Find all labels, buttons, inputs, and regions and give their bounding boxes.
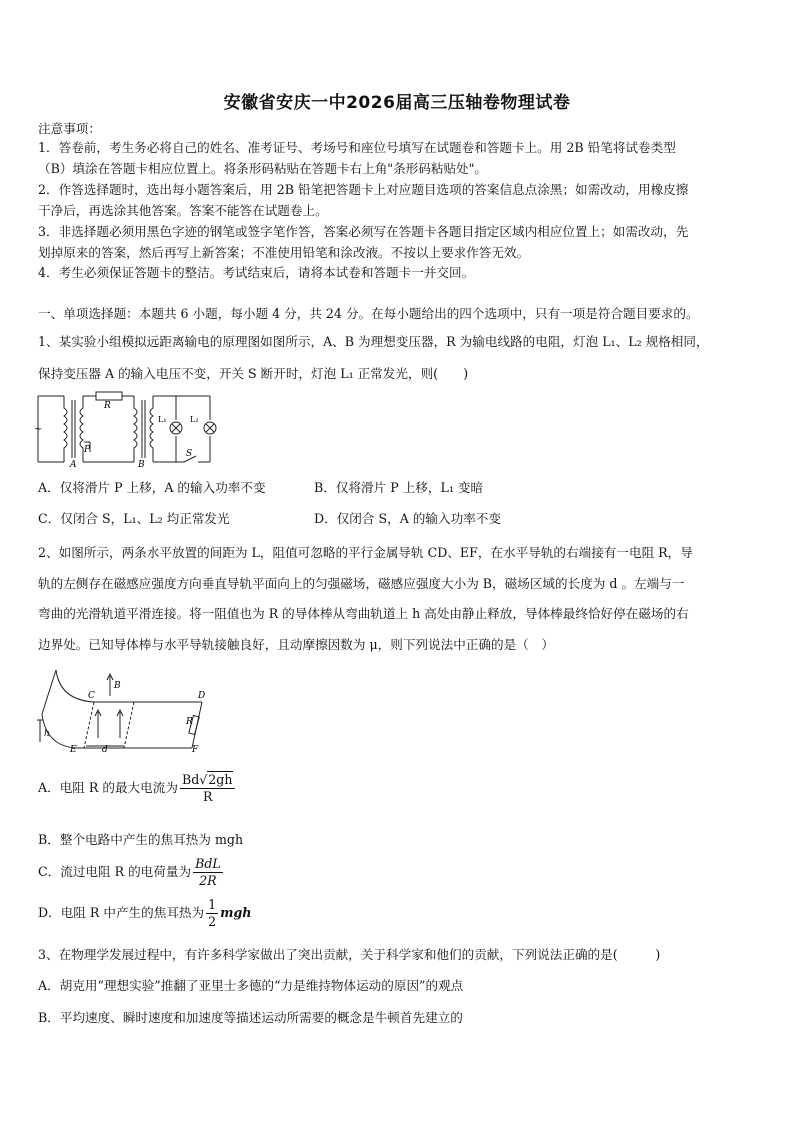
q2-option-a	[38, 772, 237, 805]
fig1-label-R: R	[104, 401, 111, 411]
note-line: 干净后，再选涂其他答案。答案不能答在试题卷上。	[38, 203, 328, 218]
q1-stem-line2: 保持变压器 A 的输入电压不变，开关 S 断开时，灯泡 L₁ 正常发光，则( )	[38, 366, 469, 381]
fig1-ac-symbol: ~	[34, 424, 43, 435]
q2-option-d-num: 1	[208, 897, 217, 912]
q2-stem-line2: 轨的左侧存在磁感应强度方向垂直导轨平面向上的匀强磁场，磁感应强度大小为 B，磁场区域的长度为 d 。左端与一	[38, 576, 685, 591]
fig2-label-D: D	[198, 691, 206, 701]
note-line: 2．作答选择题时，选出每小题答案后，用 2B 铅笔把答题卡上对应题目选项的答案信息点涂黑；如需改动，用橡皮擦	[38, 182, 689, 197]
q2-stem-line4: 边界处。已知导体棒与水平导轨接触良好，且动摩擦因数为 μ，则下列说法中正确的是（ ）	[38, 637, 554, 652]
notes-heading: 注意事项：	[38, 121, 101, 136]
fig2-label-C: C	[88, 691, 95, 701]
fig2-label-F: F	[192, 745, 199, 755]
q1-option-d: D．仅闭合 S，A 的输入功率不变	[314, 511, 501, 526]
q2-option-c-num: BdL	[195, 856, 221, 871]
fig2-label-d: d	[102, 745, 108, 755]
q2-option-d-text: D．电阻 R 中产生的焦耳热为	[38, 905, 205, 920]
q2-stem-line1: 2、如图所示，两条水平放置的间距为 L，阻值可忽略的平行金属导轨 CD、EF，在水平导轨的右端接有一电阻 R，导	[38, 545, 693, 560]
q2-option-d	[38, 897, 251, 930]
q2-option-a-sqrt: 2gh	[208, 772, 233, 787]
note-line: 1．答卷前，考生务必将自己的姓名、准考证号、考场号和座位号填写在试题卷和答题卡上。用 2B 铅笔将试卷类型	[38, 140, 676, 155]
fig1-label-A: A	[70, 460, 77, 468]
q1-option-c: C．仅闭合 S，L₁、L₂ 均正常发光	[38, 511, 230, 526]
q2-option-a-fraction: $\frac{Bd√2gh}{R}$	[180, 772, 236, 805]
q3-option-b: B．平均速度、瞬时速度和加速度等描述运动所需要的概念是牛顿首先建立的	[38, 1010, 463, 1025]
q2-stem-line3: 弯曲的光滑轨道平滑连接。将一阻值也为 R 的导体棒从弯曲轨道上 h 高处由静止释放，导体棒最终恰好停在磁场的右	[38, 606, 689, 621]
q2-rail-figure	[36, 666, 216, 756]
q2-option-c	[38, 856, 225, 889]
q2-option-c-fraction	[193, 856, 223, 889]
page-title: 安徽省安庆一中2026届高三压轴卷物理试卷	[223, 93, 571, 113]
note-line: 4．考生必须保证答题卡的整洁。考试结束后，请将本试卷和答题卡一并交回。	[38, 265, 475, 280]
q2-option-a-num: Bd	[181, 772, 200, 787]
fig1-label-B: B	[138, 460, 145, 468]
fig2-label-B: B	[114, 681, 121, 691]
fig2-label-R: R	[186, 717, 193, 727]
q3-stem: 3、在物理学发展过程中，有许多科学家做出了突出贡献，关于科学家和他们的贡献，下列说法正确的是( )	[38, 947, 661, 962]
q2-option-d-fraction	[206, 897, 218, 930]
fig1-label-L2: L₂	[190, 415, 199, 424]
fig1-label-S: S	[186, 449, 193, 459]
q1-stem-line1: 1、某实验小组模拟远距离输电的原理图如图所示，A、B 为理想变压器，R 为输电线路的电阻，灯泡 L₁、L₂ 规格相同，	[38, 334, 709, 349]
q3-option-a: A．胡克用“理想实验”推翻了亚里士多德的“力是维持物体运动的原因”的观点	[38, 978, 464, 993]
fig2-label-h: h	[44, 729, 50, 739]
note-line: （B）填涂在答题卡相应位置上。将条形码粘贴在答题卡右上角"条形码粘贴处"。	[38, 161, 488, 176]
q1-option-a: A．仅将滑片 P 上移，A 的输入功率不变	[38, 480, 266, 495]
fig1-label-L1: L₁	[158, 415, 167, 424]
q1-circuit-figure	[34, 390, 224, 468]
note-line: 划掉原来的答案，然后再写上新答案；不准使用铅笔和涂改液。不按以上要求作答无效。	[38, 245, 530, 260]
q2-option-c-den: 2R	[199, 873, 217, 888]
q2-option-b: B．整个电路中产生的焦耳热为 mgh	[38, 832, 244, 847]
q2-option-a-den: R	[202, 789, 213, 804]
note-line: 3．非选择题必须用黑色字迹的钢笔或签字笔作答，答案必须写在答题卡各题目指定区域内相应位置上；如需改动，先	[38, 224, 689, 239]
section-heading: 一、单项选择题：本题共 6 小题，每小题 4 分，共 24 分。在每小题给出的四个选项中，只有一项是符合题目要求的。	[38, 306, 699, 321]
fig1-label-P: P	[84, 445, 91, 455]
q1-option-b: B．仅将滑片 P 上移，L₁ 变暗	[314, 480, 484, 495]
fig2-label-E: E	[70, 745, 77, 755]
q2-option-a-text: A．电阻 R 的最大电流为	[38, 780, 178, 795]
q2-option-d-suffix: mgh	[220, 905, 252, 920]
q2-option-c-text: C．流过电阻 R 的电荷量为	[38, 864, 192, 879]
q2-option-d-den: 2	[208, 914, 217, 929]
